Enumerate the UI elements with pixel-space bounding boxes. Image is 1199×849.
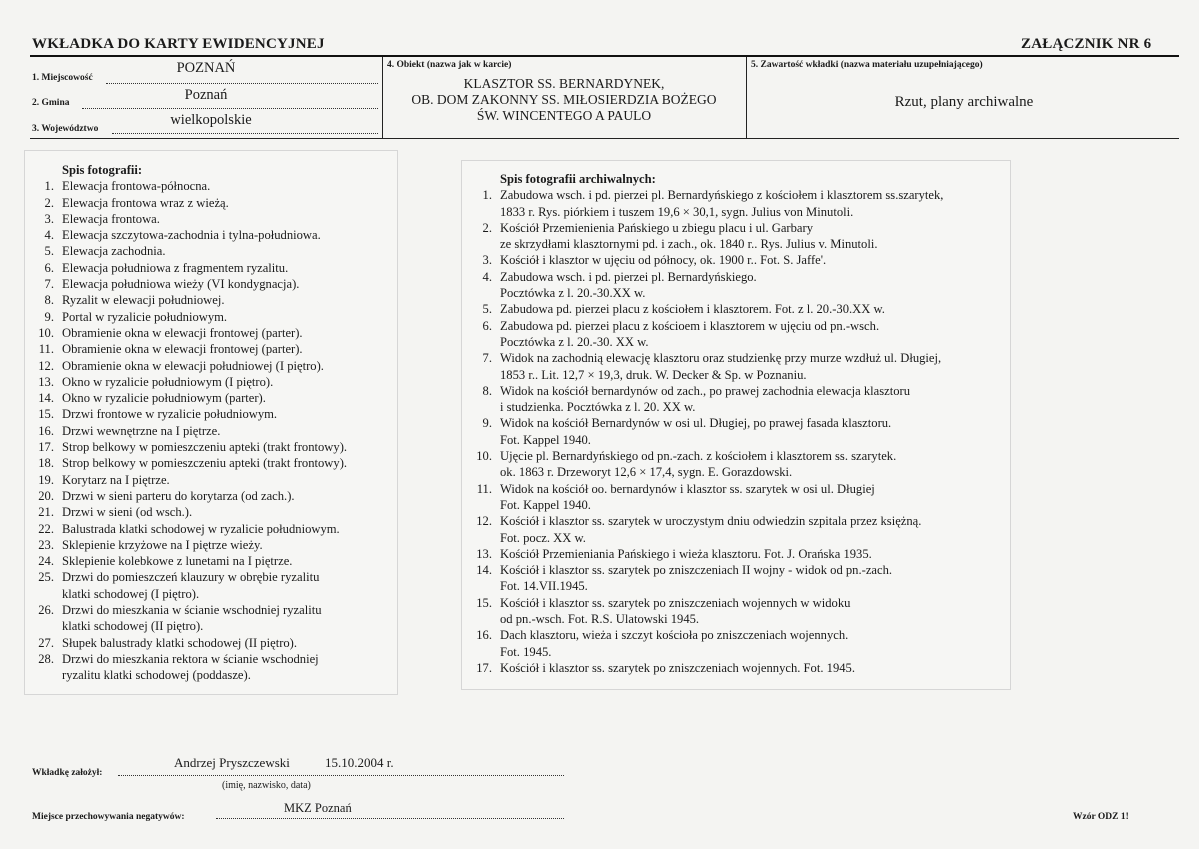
list-item-text: Kościół i klasztor ss. szarytek po zniszczeniach wojennych w widoku [500,595,851,610]
list-item-number [468,644,500,660]
list-item-text: Obramienie okna w elewacji frontowej (parter). [62,342,303,357]
list-item [30,586,394,602]
list-item-number: 3. [44,211,54,226]
list-item-number: 16. [38,423,54,438]
list-item-text: Fot. Kappel 1940. [500,497,591,512]
list-item-text: Kościół i klasztor w ujęciu od północy, ok. 1900 r.. Fot. S. Jaffe'. [500,253,827,268]
list-item-text: Widok na kościół bernardynów od zach., po prawej zachodnia elewacja klasztoru [500,383,911,398]
list-item [30,553,394,569]
list-item-number: 8. [482,383,492,398]
list-item-number: 3. [482,253,492,268]
list-item-number: 17. [476,660,492,675]
contents-value: Rzut, plany archiwalne [894,94,1034,110]
list-item-text: Kościół Przemienienia Pańskiego u zbiegu placu i ul. Garbary [500,220,814,235]
list-item [30,227,394,243]
miejscowosc-label: 1. Miejscowość [32,73,93,83]
list-item-number: 17. [38,440,54,455]
miejscowosc-value: POZNAŃ [176,60,236,76]
list-item-text: Widok na zachodnią elewację klasztoru oraz studzienkę przy murze wzdłuż ul. Długiej, [500,351,942,366]
list-item [468,627,1008,643]
list-item-number [468,367,500,383]
list-item [30,569,394,585]
list-item-text: Obramienie okna w elewacji południowej (I piętro). [62,358,324,373]
list-item-number: 16. [476,628,492,643]
contents-label: 5. Zawartość wkładki (nazwa materiału uzupełniającego) [751,60,983,70]
wojewodztwo-value: wielkopolskie [170,112,252,128]
list-item-number: 15. [476,595,492,610]
list-item-number: 6. [44,260,54,275]
list-item-text: Elewacja frontowa-północna. [62,179,211,194]
list-item-number: 1. [482,188,492,203]
list-item [468,497,1008,513]
list-item-text: Elewacja frontowa. [62,211,160,226]
list-item [468,301,1008,317]
list-item [30,504,394,520]
list-item [468,399,1008,415]
negatives-label: Miejsce przechowywania negatywów: [32,812,185,822]
list-item-text: Sklepienie krzyżowe na I piętrze wieży. [62,537,263,552]
list-item [30,472,394,488]
list-item [468,383,1008,399]
list-item-number [468,399,500,415]
list-item [30,635,394,651]
list-item-number: 1. [44,179,54,194]
list-item-text: Strop belkowy w pomieszczeniu apteki (trakt frontowy). [62,456,348,471]
list-item-number [468,204,500,220]
list-item-number: 22. [38,521,54,536]
list-item-number [468,334,500,350]
list-item [468,285,1008,301]
list-item [30,439,394,455]
list-item [468,464,1008,480]
list-item-number: 11. [38,342,54,357]
list-item [468,236,1008,252]
form-code: Wzór ODZ 1! [1073,812,1129,822]
list-item-text: Fot. 1945. [500,644,552,659]
founder-dots [118,775,564,776]
list-item [468,578,1008,594]
list-item-text: Kościół Przemieniania Pańskiego i wieża klasztoru. Fot. J. Orańska 1935. [500,546,872,561]
list-item-text: Balustrada klatki schodowej w ryzalicie południowym. [62,521,340,536]
list-item-number [468,497,500,513]
list-item [30,455,394,471]
list-item [468,269,1008,285]
list-item-number: 9. [482,416,492,431]
list-item [30,358,394,374]
list-item-number: 5. [482,302,492,317]
list-item-text: klatki schodowej (II piętro). [62,619,204,634]
list-item [30,325,394,341]
list-item [468,513,1008,529]
negatives-value: MKZ Poznań [284,801,352,815]
list-item [468,595,1008,611]
list-item [30,276,394,292]
list-item-number: 15. [38,407,54,422]
list-item [468,220,1008,236]
list-item-number: 2. [44,195,54,210]
list-item [468,611,1008,627]
list-item [30,488,394,504]
gmina-label: 2. Gmina [32,98,70,108]
list-item-number: 8. [44,293,54,308]
list-item-number [468,432,500,448]
list-item-text: Okno w ryzalicie południowym (I piętro). [62,374,274,389]
gmina-dots [82,108,378,109]
list-item-text: ok. 1863 r. Drzeworyt 12,6 × 17,4, sygn. E. Gorazdowski. [500,465,793,480]
list-item [30,292,394,308]
list-item-text: Zabudowa pd. pierzei placu z kościoem i klasztorem w ujęciu od pn.-wsch. [500,318,880,333]
founder-label: Wkładkę założył: [32,768,103,778]
list-item [468,530,1008,546]
list-item-text: Elewacja południowa z fragmentem ryzalitu. [62,260,289,275]
list-item-text: Drzwi frontowe w ryzalicie południowym. [62,407,278,422]
list-item [468,252,1008,268]
list-item-number [468,530,500,546]
list-item-number: 14. [38,391,54,406]
list-item-text: Elewacja szczytowa-zachodnia i tylna-południowa. [62,228,321,243]
document-title: WKŁADKA DO KARTY EWIDENCYJNEJ [32,36,325,52]
list-item-number: 4. [44,228,54,243]
list-item-number: 5. [44,244,54,259]
list-item-number: 21. [38,505,54,520]
list-item-number: 7. [482,351,492,366]
list-item [30,537,394,553]
list-item-text: Pocztówka z l. 20.-30. XX w. [500,334,649,349]
header-rule [30,55,1179,57]
founder-hint: (imię, nazwisko, data) [222,780,311,791]
founder-date: 15.10.2004 r. [325,755,394,770]
list-item-number: 27. [38,635,54,650]
list-item-number: 23. [38,537,54,552]
list-item-text: 1853 r.. Lit. 12,7 × 19,3, druk. W. Decker & Sp. w Poznaniu. [500,367,807,382]
attachment-number: ZAŁĄCZNIK NR 6 [1021,36,1152,52]
list-item-text: Kościół i klasztor ss. szarytek w uroczystym dniu odwiedzin szpitala przez księżną. [500,514,922,529]
list-item-text: Fot. 14.VII.1945. [500,579,588,594]
list-item [30,651,394,667]
object-name [384,76,744,124]
list-item-number [468,464,500,480]
archival-list-title: Spis fotografii archiwalnych: [500,172,656,186]
object-label: 4. Obiekt (nazwa jak w karcie) [387,60,512,70]
list-item [468,562,1008,578]
gmina-value: Poznań [184,87,228,103]
list-item [30,195,394,211]
negatives-dots [216,818,564,819]
list-item-text: Drzwi wewnętrzne na I piętrze. [62,423,221,438]
list-item [30,390,394,406]
list-item-text: klatki schodowej (I piętro). [62,586,200,601]
list-item-text: Drzwi do mieszkania rektora w ścianie wschodniej [62,651,319,666]
list-item [468,334,1008,350]
list-item [30,667,394,683]
list-item-text: Elewacja południowa wieży (VI kondygnacja). [62,277,300,292]
list-item [468,660,1008,676]
object-line-1: KLASZTOR SS. BERNARDYNEK, [463,76,665,91]
list-item-number [468,236,500,252]
list-item-number: 11. [476,481,492,496]
list-item-text: ze skrzydłami klasztornymi pd. i zach., ok. 1840 r.. Rys. Julius v. Minutoli. [500,237,878,252]
list-item-text: Drzwi do mieszkania w ścianie wschodniej ryzalitu [62,603,322,618]
list-item-number [30,618,62,634]
list-item-number [468,611,500,627]
list-item-number: 12. [38,358,54,373]
list-item-text: Portal w ryzalicie południowym. [62,309,228,324]
list-item [30,406,394,422]
list-item-number: 19. [38,472,54,487]
list-item-number: 28. [38,651,54,666]
divider-right [746,57,747,138]
list-item-text: Drzwi do pomieszczeń klauzury w obrębie ryzalitu [62,570,320,585]
list-item-text: Fot. pocz. XX w. [500,530,586,545]
list-item-number: 20. [38,488,54,503]
list-item [30,260,394,276]
list-item [30,423,394,439]
list-item [468,318,1008,334]
list-item-number [30,667,62,683]
object-line-2: OB. DOM ZAKONNY SS. MIŁOSIERDZIA BOŻEGO [411,92,717,107]
list-item-text: Kościół i klasztor ss. szarytek po zniszczeniach wojennych. Fot. 1945. [500,660,855,675]
list-item-text: Kościół i klasztor ss. szarytek po zniszczeniach II wojny - widok od pn.-zach. [500,563,893,578]
founder-name: Andrzej Pryszczewski [174,755,290,770]
list-item-number: 6. [482,318,492,333]
list-item-number: 4. [482,269,492,284]
list-item [468,204,1008,220]
list-item-number: 9. [44,309,54,324]
wojewodztwo-dots [112,133,378,134]
list-item-number: 24. [38,554,54,569]
list-item-text: Widok na kościół Bernardynów w osi ul. Długiej, po prawej fasada klasztoru. [500,416,892,431]
list-item-number [468,578,500,594]
list-item-text: Drzwi w sieni parteru do korytarza (od zach.). [62,488,295,503]
list-item [30,618,394,634]
list-item-text: Elewacja frontowa wraz z wieżą. [62,195,229,210]
divider-left [382,57,383,138]
list-item [30,309,394,325]
list-item [30,243,394,259]
list-item-number: 12. [476,514,492,529]
list-item-number: 25. [38,570,54,585]
list-item-text: Obramienie okna w elewacji frontowej (parter). [62,325,303,340]
header-bottom-rule [30,138,1179,139]
list-item-text: Sklepienie kolebkowe z lunetami na I piętrze. [62,554,293,569]
list-item-text: ryzalitu klatki schodowej (poddasze). [62,668,251,683]
miejscowosc-dots [106,83,378,84]
list-item-number: 18. [38,456,54,471]
list-item-text: Słupek balustrady klatki schodowej (II piętro). [62,635,298,650]
list-item-number: 13. [38,374,54,389]
list-item-text: Dach klasztoru, wieża i szczyt kościoła po zniszczeniach wojennych. [500,628,849,643]
list-item-text: Okno w ryzalicie południowym (parter). [62,391,266,406]
photo-list [30,162,394,684]
list-item-text: Zabudowa wsch. i pd. pierzei pl. Bernardyńskiego. [500,269,757,284]
list-item-number: 26. [38,603,54,618]
list-item-number: 13. [476,546,492,561]
list-item [468,350,1008,366]
list-item-number: 7. [44,277,54,292]
list-item-number: 10. [476,449,492,464]
list-item [30,521,394,537]
list-item-text: Drzwi w sieni (od wsch.). [62,505,193,520]
list-item-text: Pocztówka z l. 20.-30.XX w. [500,286,646,301]
list-item [468,546,1008,562]
list-item-number: 10. [38,325,54,340]
list-item-text: Ujęcie pl. Bernardyńskiego od pn.-zach. z kościołem i klasztorem ss. szarytek. [500,449,897,464]
list-item-text: Widok na kościół oo. bernardynów i klasztor ss. szarytek w osi ul. Długiej [500,481,875,496]
list-item [30,178,394,194]
list-item-text: Zabudowa pd. pierzei placu z kościołem i klasztorem. Fot. z l. 20.-30.XX w. [500,302,885,317]
list-item [468,448,1008,464]
list-item-text: i studzienka. Pocztówka z l. 20. XX w. [500,400,696,415]
list-item-number: 14. [476,563,492,578]
list-item [468,481,1008,497]
list-item-text: Ryzalit w elewacji południowej. [62,293,225,308]
object-line-3: ŚW. WINCENTEGO A PAULO [476,108,652,123]
archival-list [468,171,1008,676]
wojewodztwo-label: 3. Województwo [32,124,99,134]
list-item-text: Zabudowa wsch. i pd. pierzei pl. Bernardyńskiego z kościołem i klasztorem ss.szarytek, [500,188,944,203]
list-item [468,367,1008,383]
list-item [468,415,1008,431]
list-item [30,341,394,357]
list-item-text: Fot. Kappel 1940. [500,432,591,447]
list-item-number: 2. [482,220,492,235]
list-item-text: Elewacja zachodnia. [62,244,166,259]
list-item-text: Strop belkowy w pomieszczeniu apteki (trakt frontowy). [62,440,348,455]
list-item-text: Korytarz na I piętrze. [62,472,170,487]
list-item-text: od pn.-wsch. Fot. R.S. Ulatowski 1945. [500,612,700,627]
list-item [30,211,394,227]
list-item-number [30,586,62,602]
list-item-text: 1833 r. Rys. piórkiem i tuszem 19,6 × 30,1, sygn. Julius von Minutoli. [500,204,854,219]
list-item-number [468,285,500,301]
list-item [30,374,394,390]
list-item [30,602,394,618]
list-item [468,644,1008,660]
list-item [468,187,1008,203]
photo-list-title: Spis fotografii: [62,163,143,177]
list-item [468,432,1008,448]
